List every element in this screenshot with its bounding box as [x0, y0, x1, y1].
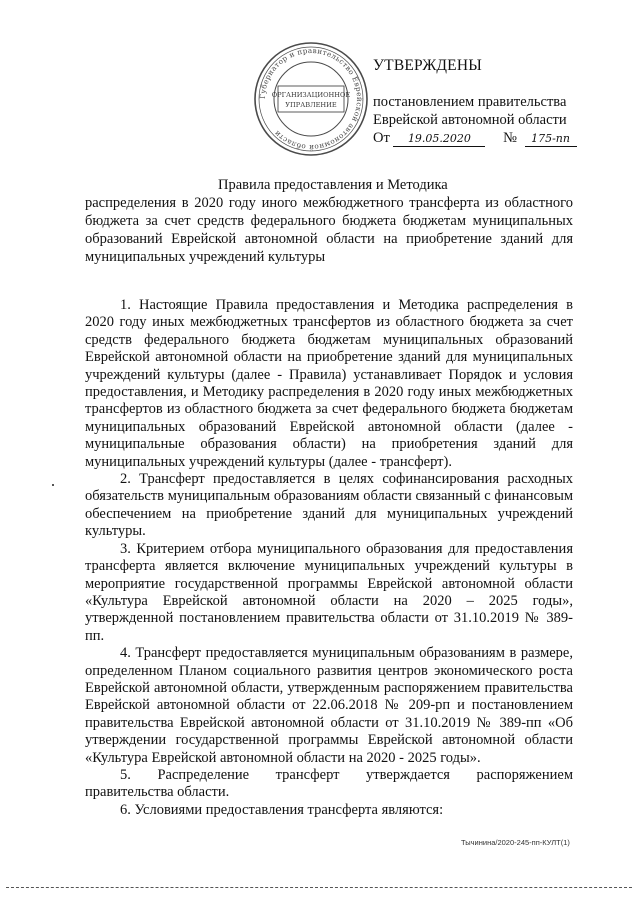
approval-line-2: Еврейской автономной области: [373, 112, 567, 128]
seal-center-line-2: УПРАВЛЕНИЕ: [285, 101, 337, 109]
footer-document-code: Тычинина/2020-245-пп-КУЛТ(1): [461, 838, 570, 847]
approval-line-1: постановлением правительства: [373, 94, 567, 110]
scan-mark: [52, 484, 54, 486]
paragraph-5: 5. Распределение трансферт утверждается распоряжением правительства области.: [85, 766, 573, 801]
paragraph-6: 6. Условиями предоставления трансферта являются:: [120, 801, 444, 818]
approval-title: УТВЕРЖДЕНЫ: [373, 57, 482, 74]
document-subheading: распределения в 2020 году иного межбюджетного трансферта из областного бюджета за счет средств федерального бюджета бюджетам муниципальных образований Еврейской автономной области на приобретение зданий для муниципальных учреждений культуры: [85, 195, 573, 265]
number-value: 175-пп: [525, 132, 577, 147]
document-body: [85, 297, 573, 819]
approval-block: [373, 57, 577, 147]
number-prefix: №: [503, 130, 517, 146]
date-prefix: От: [373, 130, 390, 146]
paragraph-1: 1. Настоящие Правила предоставления и Методика распределения в 2020 году иных межбюджетных трансфертов из областного бюджета за счет средств федерального бюджета бюджетам муниципальных образований Еврейской автономной области на приобретение зданий для муниципальных учреждений культуры (далее - Правила) устанавливает Порядок и условия предоставления, и Методику распределения в 2020 году иных межбюджетных трансфертов из областного бюджета за счет федерального бюджета бюджетам муниципальных образований Еврейской автономной области (далее - муниципальные образования области) на приобретения зданий для муниципальных учреждений культуры (далее - трансферт).: [85, 297, 573, 470]
paragraph-3: 3. Критерием отбора муниципального образования для предоставления трансферта является включение муниципальных учреждений культуры в мероприятие государственной программы Еврейской автономной области «Культура Еврейской автономной области на 2020 – 2025 годы», утвержденной постановлением правительства области от 31.10.2019 № 389-пп.: [85, 540, 573, 644]
seal-stamp-icon: [252, 40, 370, 158]
official-seal: [252, 40, 370, 158]
seal-ring-text: Губернатор и правительство Еврейской автономной области: [257, 45, 365, 153]
approval-date-row: [373, 129, 577, 147]
date-value: 19.05.2020: [393, 132, 485, 147]
bottom-divider: [6, 887, 632, 888]
document-heading: Правила предоставления и Методика: [218, 177, 448, 193]
seal-center-line-1: ОРГАНИЗАЦИОННОЕ: [271, 91, 351, 99]
paragraph-2: 2. Трансферт предоставляется в целях софинансирования расходных обязательств муниципальным образованиям области связанный с финансовым обеспечением на приобретение зданий для муниципальных учреждений культуры.: [85, 471, 573, 540]
paragraph-4: 4. Трансферт предоставляется муниципальным образованиям в размере, определенном Планом социального развития центров экономического роста Еврейской автономной области, утвержденным распоряжением правительства Еврейской автономной области от 22.06.2018 № 209-рп и постановлением правительства Еврейской автономной области от 31.10.2019 № 389-пп «Об утверждении государственной программы Еврейской автономной области «Культура Еврейской автономной области на 2020 - 2025 годы».: [85, 645, 573, 766]
